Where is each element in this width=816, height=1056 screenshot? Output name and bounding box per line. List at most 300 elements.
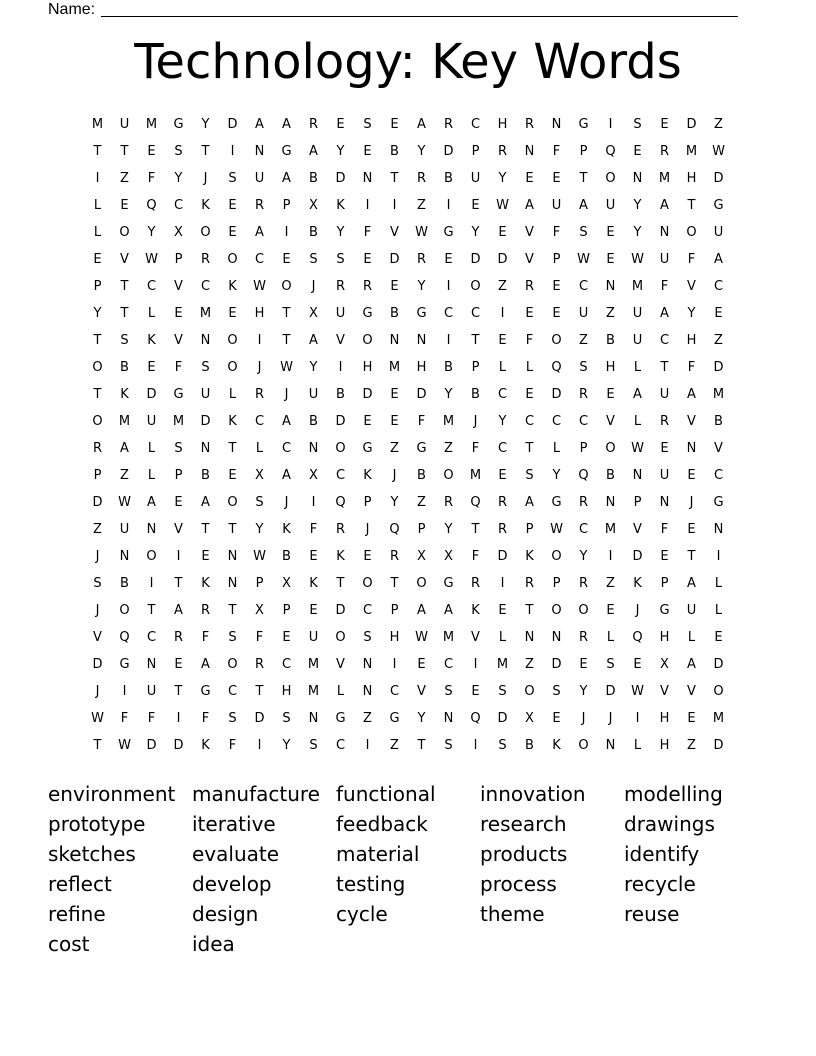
- grid-letter[interactable]: L: [714, 576, 723, 591]
- grid-letter[interactable]: P: [633, 495, 642, 510]
- grid-letter[interactable]: R: [389, 549, 400, 564]
- grid-letter[interactable]: V: [174, 522, 183, 537]
- grid-letter[interactable]: E: [687, 468, 696, 483]
- grid-letter[interactable]: F: [525, 333, 534, 348]
- grid-letter[interactable]: E: [228, 306, 237, 321]
- grid-letter[interactable]: B: [390, 306, 399, 321]
- grid-letter[interactable]: D: [335, 603, 346, 618]
- grid-letter[interactable]: O: [335, 441, 346, 456]
- grid-letter[interactable]: F: [660, 279, 669, 294]
- grid-letter[interactable]: S: [93, 576, 102, 591]
- grid-letter[interactable]: V: [174, 333, 183, 348]
- grid-letter[interactable]: U: [146, 684, 157, 699]
- grid-letter[interactable]: R: [416, 252, 427, 267]
- grid-letter[interactable]: C: [335, 468, 346, 483]
- grid-letter[interactable]: L: [93, 198, 102, 213]
- grid-letter[interactable]: B: [471, 387, 480, 402]
- grid-letter[interactable]: O: [578, 738, 589, 753]
- grid-letter[interactable]: S: [579, 360, 588, 375]
- grid-letter[interactable]: I: [176, 549, 181, 564]
- grid-letter[interactable]: G: [281, 144, 292, 159]
- grid-letter[interactable]: G: [362, 441, 373, 456]
- grid-letter[interactable]: E: [147, 144, 156, 159]
- grid-letter[interactable]: T: [525, 603, 534, 618]
- grid-letter[interactable]: P: [579, 144, 588, 159]
- name-underline[interactable]: [101, 15, 738, 17]
- grid-letter[interactable]: N: [227, 549, 238, 564]
- grid-letter[interactable]: U: [659, 387, 670, 402]
- grid-letter[interactable]: C: [227, 684, 238, 699]
- grid-letter[interactable]: W: [496, 198, 509, 213]
- grid-letter[interactable]: J: [284, 387, 289, 402]
- grid-letter[interactable]: N: [227, 576, 238, 591]
- grid-letter[interactable]: U: [632, 306, 643, 321]
- grid-letter[interactable]: T: [174, 684, 183, 699]
- grid-letter[interactable]: O: [551, 603, 562, 618]
- grid-letter[interactable]: A: [282, 414, 291, 429]
- grid-letter[interactable]: B: [525, 738, 534, 753]
- grid-letter[interactable]: E: [309, 603, 318, 618]
- grid-letter[interactable]: E: [390, 279, 399, 294]
- grid-letter[interactable]: T: [282, 306, 291, 321]
- grid-letter[interactable]: J: [95, 684, 100, 699]
- grid-letter[interactable]: T: [471, 522, 480, 537]
- grid-letter[interactable]: A: [201, 657, 210, 672]
- grid-letter[interactable]: F: [201, 711, 210, 726]
- grid-letter[interactable]: S: [255, 495, 264, 510]
- grid-letter[interactable]: N: [362, 657, 373, 672]
- grid-letter[interactable]: N: [416, 333, 427, 348]
- grid-letter[interactable]: E: [471, 198, 480, 213]
- grid-letter[interactable]: M: [712, 711, 725, 726]
- grid-letter[interactable]: U: [605, 198, 616, 213]
- grid-letter[interactable]: E: [552, 279, 561, 294]
- grid-letter[interactable]: M: [604, 522, 617, 537]
- grid-letter[interactable]: I: [473, 738, 478, 753]
- grid-letter[interactable]: J: [473, 414, 478, 429]
- grid-letter[interactable]: S: [228, 630, 237, 645]
- grid-letter[interactable]: K: [147, 333, 156, 348]
- grid-letter[interactable]: U: [659, 468, 670, 483]
- grid-letter[interactable]: L: [147, 441, 156, 456]
- grid-letter[interactable]: I: [365, 738, 370, 753]
- grid-letter[interactable]: W: [577, 252, 590, 267]
- grid-letter[interactable]: M: [442, 630, 455, 645]
- grid-letter[interactable]: F: [120, 711, 129, 726]
- grid-letter[interactable]: Y: [417, 711, 426, 726]
- grid-letter[interactable]: T: [174, 576, 183, 591]
- grid-letter[interactable]: N: [686, 441, 697, 456]
- grid-letter[interactable]: S: [228, 171, 237, 186]
- grid-letter[interactable]: L: [633, 738, 642, 753]
- grid-letter[interactable]: M: [307, 657, 320, 672]
- grid-letter[interactable]: U: [308, 387, 319, 402]
- grid-letter[interactable]: F: [471, 441, 480, 456]
- grid-letter[interactable]: Y: [390, 495, 399, 510]
- grid-letter[interactable]: U: [200, 387, 211, 402]
- grid-letter[interactable]: R: [524, 117, 535, 132]
- grid-letter[interactable]: E: [660, 117, 669, 132]
- grid-letter[interactable]: M: [91, 117, 104, 132]
- grid-letter[interactable]: I: [473, 657, 478, 672]
- grid-letter[interactable]: K: [282, 522, 291, 537]
- grid-letter[interactable]: X: [255, 603, 264, 618]
- grid-letter[interactable]: M: [631, 279, 644, 294]
- grid-letter[interactable]: V: [174, 279, 183, 294]
- grid-letter[interactable]: E: [120, 198, 129, 213]
- grid-letter[interactable]: V: [660, 684, 669, 699]
- grid-letter[interactable]: N: [524, 144, 535, 159]
- grid-letter[interactable]: D: [389, 252, 400, 267]
- grid-letter[interactable]: X: [309, 306, 318, 321]
- grid-letter[interactable]: E: [174, 495, 183, 510]
- grid-letter[interactable]: E: [633, 144, 642, 159]
- grid-letter[interactable]: H: [659, 630, 670, 645]
- grid-letter[interactable]: A: [525, 495, 534, 510]
- grid-letter[interactable]: Z: [714, 117, 723, 132]
- grid-letter[interactable]: F: [471, 549, 480, 564]
- grid-letter[interactable]: M: [712, 387, 725, 402]
- grid-letter[interactable]: J: [392, 468, 397, 483]
- grid-letter[interactable]: U: [578, 306, 589, 321]
- grid-letter[interactable]: L: [633, 414, 642, 429]
- grid-letter[interactable]: S: [174, 144, 183, 159]
- grid-letter[interactable]: U: [470, 171, 481, 186]
- grid-letter[interactable]: U: [551, 198, 562, 213]
- grid-letter[interactable]: N: [308, 441, 319, 456]
- grid-letter[interactable]: D: [254, 711, 265, 726]
- grid-letter[interactable]: N: [632, 468, 643, 483]
- grid-letter[interactable]: S: [336, 252, 345, 267]
- grid-letter[interactable]: U: [335, 306, 346, 321]
- grid-letter[interactable]: H: [497, 117, 508, 132]
- grid-letter[interactable]: A: [120, 441, 129, 456]
- grid-letter[interactable]: O: [92, 414, 103, 429]
- grid-letter[interactable]: I: [95, 171, 100, 186]
- grid-letter[interactable]: B: [309, 225, 318, 240]
- grid-letter[interactable]: U: [632, 333, 643, 348]
- grid-letter[interactable]: V: [417, 684, 426, 699]
- grid-letter[interactable]: A: [444, 603, 453, 618]
- grid-letter[interactable]: V: [390, 225, 399, 240]
- grid-letter[interactable]: C: [578, 414, 589, 429]
- grid-letter[interactable]: G: [335, 711, 346, 726]
- grid-letter[interactable]: E: [660, 441, 669, 456]
- grid-letter[interactable]: D: [686, 117, 697, 132]
- grid-letter[interactable]: I: [149, 576, 154, 591]
- grid-letter[interactable]: S: [201, 360, 210, 375]
- grid-letter[interactable]: Z: [498, 279, 507, 294]
- grid-letter[interactable]: U: [254, 171, 265, 186]
- grid-letter[interactable]: E: [687, 522, 696, 537]
- grid-letter[interactable]: Q: [578, 468, 589, 483]
- grid-letter[interactable]: P: [471, 360, 480, 375]
- grid-letter[interactable]: W: [415, 630, 428, 645]
- grid-letter[interactable]: O: [470, 279, 481, 294]
- grid-letter[interactable]: H: [686, 333, 697, 348]
- grid-letter[interactable]: I: [635, 711, 640, 726]
- grid-letter[interactable]: Z: [687, 738, 696, 753]
- grid-letter[interactable]: O: [362, 576, 373, 591]
- grid-letter[interactable]: E: [525, 387, 534, 402]
- grid-letter[interactable]: G: [713, 495, 724, 510]
- grid-letter[interactable]: C: [281, 657, 292, 672]
- grid-letter[interactable]: R: [578, 495, 589, 510]
- grid-letter[interactable]: K: [633, 576, 642, 591]
- grid-letter[interactable]: E: [687, 711, 696, 726]
- grid-letter[interactable]: C: [578, 279, 589, 294]
- grid-letter[interactable]: H: [389, 630, 400, 645]
- grid-letter[interactable]: K: [201, 198, 210, 213]
- grid-letter[interactable]: O: [146, 549, 157, 564]
- grid-letter[interactable]: C: [551, 414, 562, 429]
- grid-letter[interactable]: W: [145, 252, 158, 267]
- grid-letter[interactable]: G: [659, 603, 670, 618]
- grid-letter[interactable]: Y: [417, 144, 426, 159]
- grid-letter[interactable]: E: [93, 252, 102, 267]
- grid-letter[interactable]: I: [392, 657, 397, 672]
- grid-letter[interactable]: W: [712, 144, 725, 159]
- grid-letter[interactable]: S: [363, 630, 372, 645]
- grid-letter[interactable]: R: [200, 603, 211, 618]
- grid-letter[interactable]: H: [686, 171, 697, 186]
- grid-letter[interactable]: D: [227, 117, 238, 132]
- grid-letter[interactable]: T: [660, 360, 669, 375]
- grid-letter[interactable]: D: [92, 495, 103, 510]
- grid-letter[interactable]: S: [498, 738, 507, 753]
- grid-letter[interactable]: F: [552, 144, 561, 159]
- grid-letter[interactable]: N: [605, 495, 616, 510]
- grid-letter[interactable]: K: [309, 576, 318, 591]
- grid-letter[interactable]: E: [498, 333, 507, 348]
- grid-letter[interactable]: Z: [714, 333, 723, 348]
- grid-letter[interactable]: A: [687, 387, 696, 402]
- grid-letter[interactable]: N: [605, 279, 616, 294]
- grid-letter[interactable]: D: [713, 738, 724, 753]
- grid-letter[interactable]: N: [200, 441, 211, 456]
- grid-letter[interactable]: N: [659, 495, 670, 510]
- grid-letter[interactable]: R: [470, 576, 481, 591]
- grid-letter[interactable]: G: [416, 306, 427, 321]
- grid-letter[interactable]: L: [714, 603, 723, 618]
- grid-letter[interactable]: E: [471, 684, 480, 699]
- grid-letter[interactable]: J: [581, 711, 586, 726]
- grid-letter[interactable]: C: [389, 684, 400, 699]
- grid-letter[interactable]: C: [146, 279, 157, 294]
- grid-letter[interactable]: S: [552, 684, 561, 699]
- grid-letter[interactable]: T: [228, 522, 237, 537]
- grid-letter[interactable]: N: [389, 333, 400, 348]
- grid-letter[interactable]: V: [120, 252, 129, 267]
- grid-letter[interactable]: C: [254, 252, 265, 267]
- grid-letter[interactable]: U: [119, 117, 130, 132]
- grid-letter[interactable]: X: [309, 468, 318, 483]
- grid-letter[interactable]: A: [660, 198, 669, 213]
- grid-letter[interactable]: I: [446, 198, 451, 213]
- grid-letter[interactable]: M: [496, 657, 509, 672]
- grid-letter[interactable]: X: [309, 198, 318, 213]
- grid-letter[interactable]: E: [201, 549, 210, 564]
- grid-letter[interactable]: P: [471, 144, 480, 159]
- grid-letter[interactable]: J: [635, 603, 640, 618]
- grid-letter[interactable]: M: [442, 414, 455, 429]
- grid-letter[interactable]: A: [309, 333, 318, 348]
- grid-letter[interactable]: R: [443, 495, 454, 510]
- grid-letter[interactable]: W: [631, 252, 644, 267]
- grid-letter[interactable]: O: [119, 225, 130, 240]
- grid-letter[interactable]: W: [118, 738, 131, 753]
- grid-letter[interactable]: G: [362, 306, 373, 321]
- grid-letter[interactable]: R: [335, 279, 346, 294]
- grid-letter[interactable]: E: [174, 306, 183, 321]
- grid-letter[interactable]: P: [93, 468, 102, 483]
- grid-letter[interactable]: R: [578, 630, 589, 645]
- grid-letter[interactable]: R: [308, 117, 319, 132]
- grid-letter[interactable]: S: [282, 711, 291, 726]
- grid-letter[interactable]: P: [660, 576, 669, 591]
- grid-letter[interactable]: R: [497, 495, 508, 510]
- grid-letter[interactable]: C: [362, 603, 373, 618]
- grid-letter[interactable]: T: [282, 333, 291, 348]
- grid-letter[interactable]: A: [309, 144, 318, 159]
- grid-letter[interactable]: J: [203, 171, 208, 186]
- grid-letter[interactable]: E: [147, 360, 156, 375]
- grid-letter[interactable]: R: [443, 117, 454, 132]
- grid-letter[interactable]: D: [335, 414, 346, 429]
- grid-letter[interactable]: D: [497, 549, 508, 564]
- grid-letter[interactable]: M: [118, 414, 131, 429]
- grid-letter[interactable]: Y: [579, 549, 588, 564]
- grid-letter[interactable]: C: [146, 630, 157, 645]
- grid-letter[interactable]: A: [201, 495, 210, 510]
- grid-letter[interactable]: E: [660, 549, 669, 564]
- grid-letter[interactable]: A: [687, 657, 696, 672]
- grid-letter[interactable]: G: [578, 117, 589, 132]
- grid-letter[interactable]: G: [416, 441, 427, 456]
- grid-letter[interactable]: B: [606, 333, 615, 348]
- grid-letter[interactable]: B: [120, 360, 129, 375]
- grid-letter[interactable]: E: [525, 171, 534, 186]
- grid-letter[interactable]: J: [365, 522, 370, 537]
- grid-letter[interactable]: S: [633, 117, 642, 132]
- grid-letter[interactable]: V: [525, 225, 534, 240]
- grid-letter[interactable]: M: [469, 468, 482, 483]
- grid-letter[interactable]: Y: [282, 738, 291, 753]
- grid-letter[interactable]: Q: [470, 711, 481, 726]
- grid-letter[interactable]: R: [254, 387, 265, 402]
- grid-letter[interactable]: W: [91, 711, 104, 726]
- grid-letter[interactable]: Y: [309, 360, 318, 375]
- grid-letter[interactable]: C: [524, 414, 535, 429]
- grid-letter[interactable]: V: [714, 441, 723, 456]
- grid-letter[interactable]: C: [443, 306, 454, 321]
- grid-letter[interactable]: H: [281, 684, 292, 699]
- grid-letter[interactable]: T: [201, 144, 210, 159]
- grid-letter[interactable]: G: [200, 684, 211, 699]
- grid-letter[interactable]: J: [95, 549, 100, 564]
- grid-letter[interactable]: U: [308, 630, 319, 645]
- grid-letter[interactable]: S: [498, 684, 507, 699]
- grid-letter[interactable]: D: [416, 387, 427, 402]
- grid-letter[interactable]: M: [172, 414, 185, 429]
- grid-letter[interactable]: G: [173, 117, 184, 132]
- grid-letter[interactable]: Y: [201, 117, 210, 132]
- grid-letter[interactable]: H: [362, 360, 373, 375]
- grid-letter[interactable]: C: [497, 387, 508, 402]
- grid-letter[interactable]: T: [201, 522, 210, 537]
- grid-letter[interactable]: E: [390, 414, 399, 429]
- grid-letter[interactable]: I: [500, 306, 505, 321]
- grid-letter[interactable]: B: [282, 549, 291, 564]
- grid-letter[interactable]: A: [525, 198, 534, 213]
- grid-letter[interactable]: M: [307, 684, 320, 699]
- grid-letter[interactable]: Z: [579, 333, 588, 348]
- grid-letter[interactable]: K: [525, 549, 534, 564]
- grid-letter[interactable]: Y: [687, 306, 696, 321]
- grid-letter[interactable]: H: [416, 360, 427, 375]
- grid-letter[interactable]: F: [309, 522, 318, 537]
- grid-letter[interactable]: E: [444, 252, 453, 267]
- grid-letter[interactable]: N: [308, 711, 319, 726]
- grid-letter[interactable]: D: [713, 657, 724, 672]
- grid-letter[interactable]: F: [363, 225, 372, 240]
- grid-letter[interactable]: D: [92, 657, 103, 672]
- grid-letter[interactable]: V: [633, 522, 642, 537]
- grid-letter[interactable]: B: [444, 360, 453, 375]
- grid-letter[interactable]: G: [173, 387, 184, 402]
- grid-letter[interactable]: E: [498, 603, 507, 618]
- grid-letter[interactable]: B: [390, 144, 399, 159]
- grid-letter[interactable]: B: [201, 468, 210, 483]
- grid-letter[interactable]: C: [443, 657, 454, 672]
- grid-letter[interactable]: N: [551, 117, 562, 132]
- grid-letter[interactable]: J: [689, 495, 694, 510]
- grid-letter[interactable]: E: [363, 144, 372, 159]
- grid-letter[interactable]: K: [471, 603, 480, 618]
- grid-letter[interactable]: Y: [444, 522, 453, 537]
- grid-letter[interactable]: T: [336, 576, 345, 591]
- grid-letter[interactable]: Y: [633, 225, 642, 240]
- grid-letter[interactable]: H: [254, 306, 265, 321]
- grid-letter[interactable]: P: [255, 576, 264, 591]
- grid-letter[interactable]: H: [659, 711, 670, 726]
- grid-letter[interactable]: B: [606, 468, 615, 483]
- grid-letter[interactable]: L: [687, 630, 696, 645]
- grid-letter[interactable]: Y: [93, 306, 102, 321]
- grid-letter[interactable]: W: [415, 225, 428, 240]
- grid-letter[interactable]: U: [659, 252, 670, 267]
- grid-letter[interactable]: S: [174, 441, 183, 456]
- grid-letter[interactable]: S: [363, 117, 372, 132]
- grid-letter[interactable]: O: [119, 603, 130, 618]
- grid-letter[interactable]: D: [335, 171, 346, 186]
- grid-letter[interactable]: V: [687, 684, 696, 699]
- grid-letter[interactable]: T: [228, 441, 237, 456]
- grid-letter[interactable]: U: [146, 414, 157, 429]
- grid-letter[interactable]: O: [227, 360, 238, 375]
- grid-letter[interactable]: W: [280, 360, 293, 375]
- grid-letter[interactable]: E: [606, 225, 615, 240]
- grid-letter[interactable]: D: [551, 657, 562, 672]
- grid-letter[interactable]: D: [713, 171, 724, 186]
- grid-letter[interactable]: R: [578, 387, 589, 402]
- grid-letter[interactable]: Y: [336, 144, 345, 159]
- grid-letter[interactable]: R: [200, 252, 211, 267]
- grid-letter[interactable]: V: [687, 414, 696, 429]
- grid-letter[interactable]: R: [659, 144, 670, 159]
- grid-letter[interactable]: Z: [390, 738, 399, 753]
- grid-letter[interactable]: S: [579, 225, 588, 240]
